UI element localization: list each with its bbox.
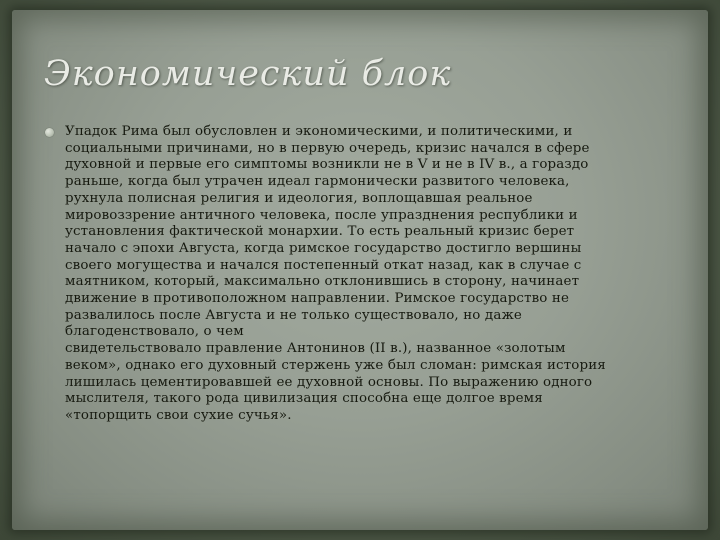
bullet-icon [45, 128, 54, 137]
text-line: «топорщить свои сухие сучья». [65, 407, 292, 423]
text-line: Упадок Рима был обусловлен и экономическими, и политическими, и [65, 124, 573, 139]
text-line: раньше, когда был утрачен идеал гармонически развитого человека, [65, 174, 570, 190]
text-line: свидетельствовало правление Антонинов (II в.), названное «золотым [65, 341, 566, 357]
text-line: духовной и первые его симптомы возникли не в V и не в IV в., а гораздо [65, 157, 589, 173]
text-line: рухнула полисная религия и идеология, воплощавшая реальное [65, 190, 533, 206]
text-line: социальными причинами, но в первую очередь, кризис начался в сфере [65, 140, 590, 156]
text-line: благоденствовало, о чем [65, 324, 244, 340]
text-line: веком», однако его духовный стержень уже был сломан: римская история [65, 357, 606, 373]
text-line: мировоззрение античного человека, после упразднения республики и [65, 207, 578, 223]
text-line: развалилось после Августа и не только существовало, но даже [65, 307, 522, 323]
slide-body [44, 124, 666, 425]
text-line: установления фактической монархии. То есть реальный кризис берет [65, 224, 575, 240]
text-line: мыслителя, такого рода цивилизация способна еще долгое время [65, 391, 543, 407]
text-line: движение в противоположном направлении. Римское государство не [65, 291, 570, 307]
text-line: начало с эпохи Августа, когда римское государство достигло вершины [65, 240, 582, 256]
slide-title: Экономический блок [44, 54, 452, 94]
bullet-item [44, 124, 666, 425]
text-line: своего могущества и начался постепенный откат назад, как в случае с [65, 257, 582, 273]
text-line: лишилась цементировавшей ее духовной основы. По выражению одного [65, 374, 593, 390]
bullet-text [65, 124, 666, 425]
text-line: маятником, который, максимально отклонившись в сторону, начинает [65, 274, 580, 290]
